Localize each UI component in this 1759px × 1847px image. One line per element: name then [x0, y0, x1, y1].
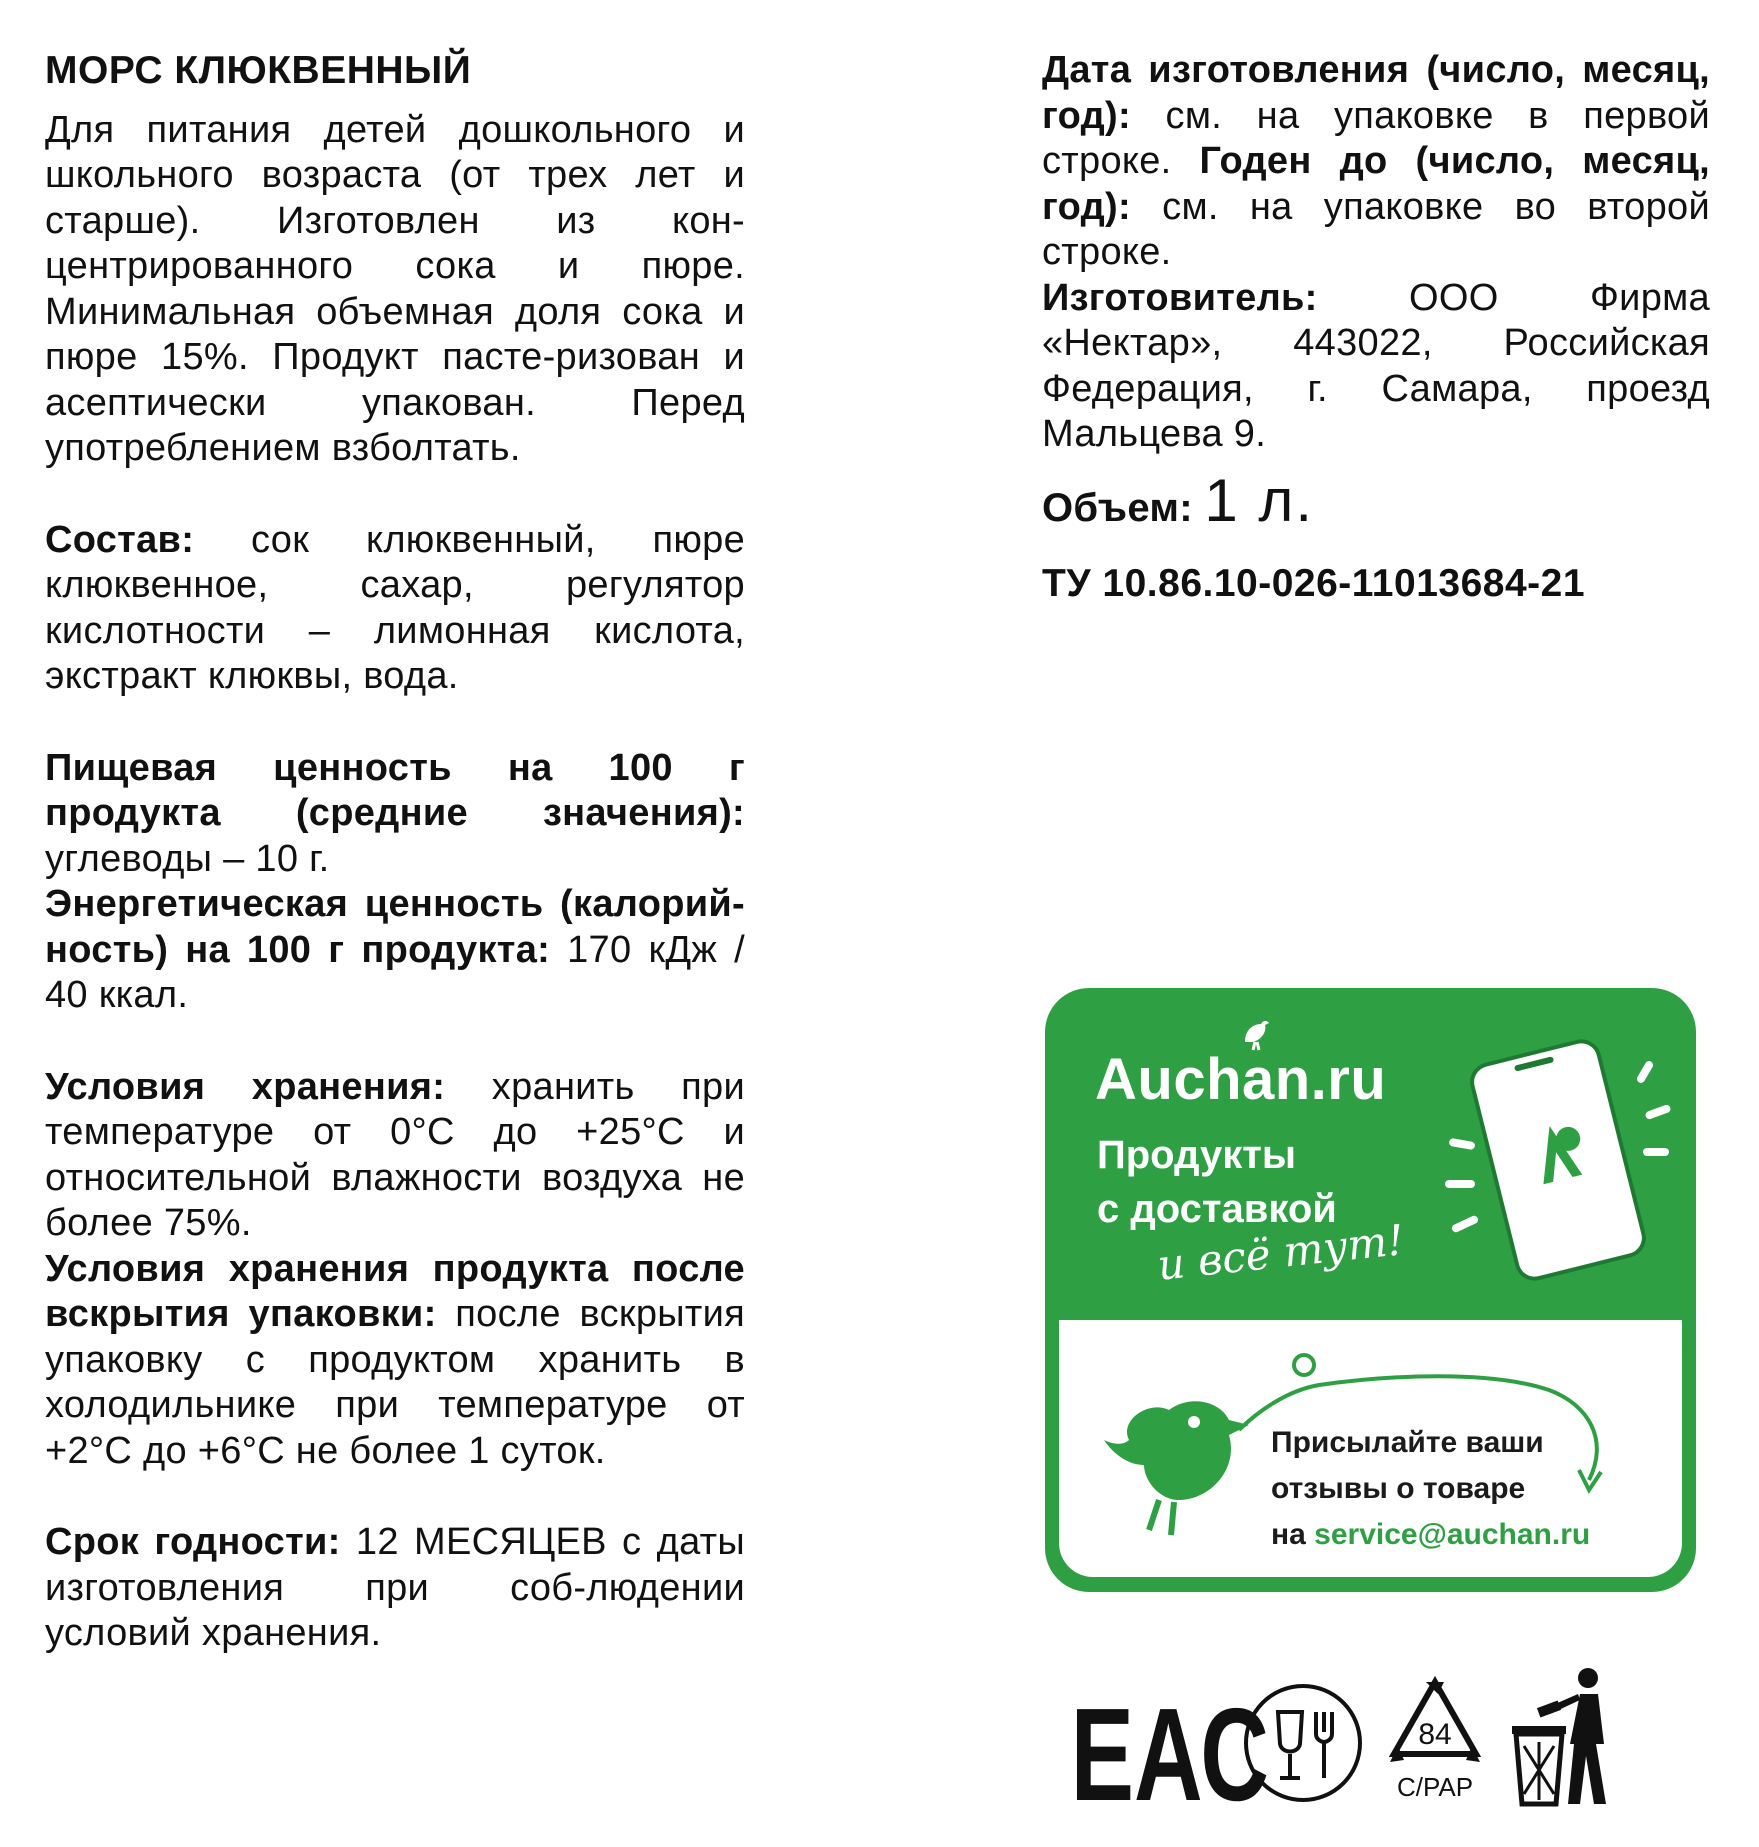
- storage-text: хранить при температуре от 0°С до +25°С и относительной влажности воздуха не более 75%.: [45, 1065, 745, 1244]
- promo-top: [1045, 988, 1696, 1318]
- recycle-icon: [1380, 1674, 1490, 1814]
- volume: [1042, 466, 1710, 534]
- right-column: [1042, 48, 1710, 607]
- composition-label: Состав:: [45, 518, 195, 561]
- manufacturer-text: ООО Фирма «Нектар», 443022, Российская Федерация, г. Самара, проезд Мальцева 9.: [1042, 276, 1710, 455]
- phone-icon: [1443, 1030, 1673, 1290]
- storage-open: [45, 1247, 745, 1475]
- eac-icon: [1070, 1672, 1269, 1829]
- shelf-life-text: 12 МЕСЯЦЕВ с даты изготовления при соб-людении условий хранения.: [45, 1521, 745, 1654]
- energy-text: 170 кДж / 40 ккал.: [45, 928, 745, 1016]
- recycle-code: C/PAP: [1396, 1772, 1474, 1802]
- brand-name: Auchan.ru: [1095, 1047, 1387, 1112]
- production-date-text: см. на упаковке в первой строке.: [1042, 94, 1710, 182]
- slogan-script: и всё тут!: [1155, 1215, 1407, 1290]
- service-email: service@auchan.ru: [1314, 1518, 1591, 1551]
- volume-label: Объем:: [1042, 485, 1193, 530]
- certification-icons: [1070, 1664, 1690, 1829]
- feedback-line-3: [1271, 1512, 1671, 1558]
- storage-label: Условия хранения:: [45, 1065, 446, 1108]
- nutrition: [45, 746, 745, 883]
- manufacturer-label: Изготовитель:: [1042, 276, 1318, 319]
- storage-open-label: Условия хранения продукта после вскрытия упаковки:: [45, 1247, 745, 1335]
- trash-bin-icon: [1510, 1664, 1620, 1814]
- food-contact-icon: [1242, 1682, 1364, 1804]
- feedback-prefix: на: [1271, 1518, 1306, 1551]
- composition: [45, 518, 745, 700]
- nutrition-text: углеводы – 10 г.: [45, 837, 330, 880]
- intro-text: Для питания детей дошкольного и школьного возраста (от трех лет и старше). Изготовлен из кон-центрированного сока и пюре. Минимальная объемная доля сока и пюре 15%. Продукт пасте-ризован и асептически упакован. Перед употреблением взболтать.: [45, 108, 745, 469]
- energy-label: Энергетическая ценность (калорий-ность) на 100 г продукта:: [45, 883, 745, 971]
- storage-open-text: после вскрытия упаковку с продуктом хранить в холодильнике при температуре от +2°С до +6°С не более 1 суток.: [45, 1293, 745, 1472]
- manufacturer: [1042, 276, 1710, 458]
- expiry-text: см. на упаковке во второй строке.: [1042, 185, 1711, 273]
- nutrition-label: Пищевая ценность на 100 г продукта (средние значения):: [45, 746, 745, 834]
- recycle-number: 84: [1418, 1718, 1452, 1751]
- auchan-promo-block: [1045, 988, 1696, 1592]
- feedback-panel: [1059, 1320, 1682, 1577]
- volume-value: 1 л.: [1204, 466, 1315, 534]
- expiry-label: Годен до (число, месяц, год):: [1042, 140, 1710, 228]
- tu-code: ТУ 10.86.10-026-11013684-21: [1042, 562, 1586, 605]
- feedback-line-2: отзывы о товаре: [1271, 1472, 1526, 1505]
- product-title: МОРС КЛЮКВЕННЫЙ: [45, 49, 472, 92]
- production-date-label: Дата изготовления (число, месяц, год):: [1042, 49, 1710, 137]
- tagline-line-2: с доставкой: [1097, 1187, 1337, 1231]
- eac-text: ЕАС: [1070, 1681, 1269, 1829]
- left-column: [45, 48, 745, 1657]
- tagline: [1097, 1128, 1337, 1236]
- feedback-line-1: Присылайте ваши: [1271, 1426, 1544, 1459]
- shelf-life: [45, 1520, 745, 1657]
- production-date: [1042, 48, 1710, 276]
- composition-text: сок клюквенный, пюре клюквенное, сахар, регулятор кислотности – лимонная кислота, экстракт клюквы, вода.: [45, 518, 745, 697]
- shelf-life-label: Срок годности:: [45, 1521, 341, 1563]
- storage: [45, 1065, 745, 1247]
- energy: [45, 882, 745, 1019]
- tagline-line-1: Продукты: [1097, 1133, 1296, 1177]
- feedback-text: [1271, 1420, 1671, 1558]
